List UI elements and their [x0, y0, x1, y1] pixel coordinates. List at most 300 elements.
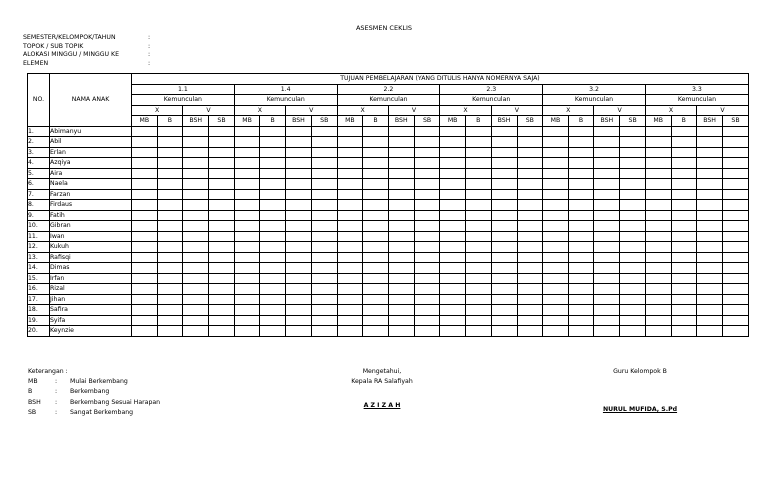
- check-cell: [594, 263, 620, 274]
- check-cell: [285, 189, 311, 200]
- check-cell: [311, 137, 337, 148]
- table-row: [28, 137, 749, 148]
- check-cell: [234, 200, 260, 211]
- legend-desc: Mulai Berkembang: [70, 378, 128, 386]
- check-cell: [388, 252, 414, 263]
- check-cell: [260, 189, 286, 200]
- check-cell: [337, 126, 363, 137]
- check-cell: [697, 158, 723, 169]
- row-number: 2.: [28, 137, 50, 148]
- checklist-table: [27, 73, 749, 337]
- check-cell: [388, 158, 414, 169]
- check-cell: [337, 326, 363, 337]
- check-cell: [363, 273, 389, 284]
- check-cell: [132, 126, 158, 137]
- check-cell: [620, 252, 646, 263]
- kemunculan-header: Kemunculan: [645, 95, 748, 106]
- x-header: X: [543, 105, 594, 116]
- check-cell: [465, 326, 491, 337]
- check-cell: [465, 168, 491, 179]
- check-cell: [337, 221, 363, 232]
- check-cell: [260, 147, 286, 158]
- objectives-header: TUJUAN PEMBELAJARAN (YANG DITULIS HANYA NOMERNYA SAJA): [132, 74, 749, 85]
- check-cell: [594, 210, 620, 221]
- check-cell: [620, 326, 646, 337]
- check-cell: [260, 168, 286, 179]
- check-cell: [363, 126, 389, 137]
- objective-header: 2.2: [337, 84, 440, 95]
- principal-title: Kepala RA Salafiyah: [351, 378, 413, 385]
- check-cell: [157, 179, 183, 190]
- check-cell: [157, 231, 183, 242]
- check-cell: [723, 231, 749, 242]
- check-cell: [388, 189, 414, 200]
- objective-header: 3.2: [543, 84, 646, 95]
- check-cell: [543, 326, 569, 337]
- check-cell: [311, 158, 337, 169]
- check-cell: [414, 137, 440, 148]
- level-header: B: [157, 116, 183, 127]
- check-cell: [132, 231, 158, 242]
- student-name: Safira: [50, 305, 132, 316]
- check-cell: [671, 221, 697, 232]
- check-cell: [440, 179, 466, 190]
- check-cell: [209, 252, 235, 263]
- legend-item: [28, 398, 160, 408]
- check-cell: [697, 137, 723, 148]
- check-cell: [157, 147, 183, 158]
- check-cell: [311, 210, 337, 221]
- check-cell: [465, 200, 491, 211]
- level-header: MB: [440, 116, 466, 127]
- level-header: SB: [209, 116, 235, 127]
- meta-label: TOPOK / SUB TOPIK: [23, 42, 84, 50]
- check-cell: [543, 126, 569, 137]
- check-cell: [414, 231, 440, 242]
- no-header: NO.: [28, 74, 50, 127]
- check-cell: [723, 284, 749, 295]
- check-cell: [285, 294, 311, 305]
- kemunculan-header: Kemunculan: [234, 95, 337, 106]
- check-cell: [234, 252, 260, 263]
- table-row: [28, 231, 749, 242]
- check-cell: [311, 179, 337, 190]
- check-cell: [311, 189, 337, 200]
- student-name: Irfan: [50, 273, 132, 284]
- check-cell: [620, 147, 646, 158]
- check-cell: [157, 200, 183, 211]
- check-cell: [723, 158, 749, 169]
- check-cell: [414, 284, 440, 295]
- student-name: Naela: [50, 179, 132, 190]
- check-cell: [209, 147, 235, 158]
- check-cell: [697, 284, 723, 295]
- check-cell: [132, 294, 158, 305]
- check-cell: [568, 137, 594, 148]
- check-cell: [620, 168, 646, 179]
- check-cell: [285, 147, 311, 158]
- level-header: SB: [517, 116, 543, 127]
- teacher-title: Guru Kelompok B: [613, 368, 667, 375]
- check-cell: [671, 158, 697, 169]
- check-cell: [337, 200, 363, 211]
- row-number: 9.: [28, 210, 50, 221]
- check-cell: [723, 263, 749, 274]
- check-cell: [234, 189, 260, 200]
- level-header: MB: [132, 116, 158, 127]
- teacher-name: NURUL MUFIDA, S.Pd: [602, 406, 678, 413]
- check-cell: [491, 305, 517, 316]
- check-cell: [311, 242, 337, 253]
- check-cell: [645, 221, 671, 232]
- check-cell: [183, 242, 209, 253]
- check-cell: [388, 326, 414, 337]
- check-cell: [645, 242, 671, 253]
- meta-row: [23, 60, 150, 69]
- check-cell: [132, 189, 158, 200]
- meta-row: [23, 34, 150, 43]
- check-cell: [337, 263, 363, 274]
- level-header: B: [671, 116, 697, 127]
- check-cell: [465, 231, 491, 242]
- check-cell: [568, 273, 594, 284]
- check-cell: [517, 221, 543, 232]
- check-cell: [183, 231, 209, 242]
- check-cell: [671, 189, 697, 200]
- check-cell: [234, 126, 260, 137]
- table-row: [28, 326, 749, 337]
- check-cell: [465, 294, 491, 305]
- check-cell: [723, 126, 749, 137]
- check-cell: [414, 315, 440, 326]
- document-title: ASESMEN CEKLIS: [355, 24, 413, 32]
- table-row: [28, 210, 749, 221]
- check-cell: [285, 210, 311, 221]
- check-cell: [491, 179, 517, 190]
- check-cell: [723, 305, 749, 316]
- check-cell: [491, 137, 517, 148]
- row-number: 19.: [28, 315, 50, 326]
- meta-label: SEMESTER/KELOMPOK/TAHUN: [23, 34, 116, 41]
- level-header: BSH: [697, 116, 723, 127]
- check-cell: [645, 315, 671, 326]
- check-cell: [594, 168, 620, 179]
- table-row: [28, 252, 749, 263]
- check-cell: [620, 284, 646, 295]
- check-cell: [363, 326, 389, 337]
- check-cell: [183, 168, 209, 179]
- check-cell: [568, 284, 594, 295]
- meta-label: ELEMEN: [23, 59, 49, 67]
- check-cell: [697, 326, 723, 337]
- check-cell: [311, 221, 337, 232]
- check-cell: [183, 221, 209, 232]
- check-cell: [209, 210, 235, 221]
- level-header: BSH: [285, 116, 311, 127]
- check-cell: [723, 200, 749, 211]
- check-cell: [285, 158, 311, 169]
- check-cell: [234, 137, 260, 148]
- level-header: SB: [311, 116, 337, 127]
- check-cell: [594, 242, 620, 253]
- check-cell: [363, 294, 389, 305]
- check-cell: [620, 200, 646, 211]
- student-name: Jihan: [50, 294, 132, 305]
- check-cell: [388, 221, 414, 232]
- legend-code: MB: [28, 378, 38, 386]
- student-name: Kukuh: [50, 242, 132, 253]
- check-cell: [157, 315, 183, 326]
- check-cell: [157, 189, 183, 200]
- principal-name: A Z I Z A H: [363, 402, 401, 409]
- level-header: B: [260, 116, 286, 127]
- check-cell: [517, 294, 543, 305]
- check-cell: [311, 326, 337, 337]
- check-cell: [671, 200, 697, 211]
- check-cell: [388, 210, 414, 221]
- check-cell: [337, 315, 363, 326]
- check-cell: [491, 263, 517, 274]
- check-cell: [697, 263, 723, 274]
- level-header: BSH: [594, 116, 620, 127]
- student-name: Azqiya: [50, 158, 132, 169]
- check-cell: [414, 252, 440, 263]
- meta-sep: :: [148, 42, 151, 50]
- table-row: [28, 221, 749, 232]
- check-cell: [543, 179, 569, 190]
- check-cell: [337, 158, 363, 169]
- check-cell: [723, 137, 749, 148]
- check-cell: [337, 273, 363, 284]
- meta-sep: :: [148, 59, 151, 67]
- check-cell: [414, 179, 440, 190]
- level-header: BSH: [491, 116, 517, 127]
- check-cell: [440, 231, 466, 242]
- check-cell: [388, 137, 414, 148]
- check-cell: [414, 210, 440, 221]
- check-cell: [645, 179, 671, 190]
- check-cell: [465, 189, 491, 200]
- row-number: 6.: [28, 179, 50, 190]
- check-cell: [543, 242, 569, 253]
- row-number: 13.: [28, 252, 50, 263]
- check-cell: [414, 242, 440, 253]
- level-header: BSH: [388, 116, 414, 127]
- check-cell: [543, 221, 569, 232]
- check-cell: [645, 231, 671, 242]
- check-cell: [363, 231, 389, 242]
- row-number: 8.: [28, 200, 50, 211]
- check-cell: [285, 137, 311, 148]
- legend-heading: Keterangan :: [28, 368, 68, 375]
- check-cell: [363, 252, 389, 263]
- check-cell: [260, 294, 286, 305]
- check-cell: [594, 147, 620, 158]
- row-number: 1.: [28, 126, 50, 137]
- check-cell: [723, 326, 749, 337]
- check-cell: [620, 294, 646, 305]
- check-cell: [388, 284, 414, 295]
- check-cell: [697, 231, 723, 242]
- check-cell: [723, 273, 749, 284]
- check-cell: [209, 168, 235, 179]
- table-row: [28, 168, 749, 179]
- legend-sep: :: [55, 378, 58, 386]
- check-cell: [543, 284, 569, 295]
- check-cell: [697, 315, 723, 326]
- student-name: Iwan: [50, 231, 132, 242]
- check-cell: [132, 252, 158, 263]
- level-header: SB: [620, 116, 646, 127]
- check-cell: [414, 126, 440, 137]
- level-header: B: [363, 116, 389, 127]
- check-cell: [594, 273, 620, 284]
- row-number: 17.: [28, 294, 50, 305]
- check-cell: [183, 200, 209, 211]
- student-name: Erlan: [50, 147, 132, 158]
- check-cell: [183, 315, 209, 326]
- student-name: Rafisqi: [50, 252, 132, 263]
- check-cell: [157, 137, 183, 148]
- check-cell: [645, 252, 671, 263]
- student-name: Aira: [50, 168, 132, 179]
- check-cell: [388, 168, 414, 179]
- table-row: [28, 294, 749, 305]
- check-cell: [337, 168, 363, 179]
- check-cell: [337, 305, 363, 316]
- check-cell: [645, 158, 671, 169]
- check-cell: [491, 168, 517, 179]
- check-cell: [517, 179, 543, 190]
- check-cell: [671, 242, 697, 253]
- check-cell: [183, 284, 209, 295]
- check-cell: [234, 210, 260, 221]
- check-cell: [440, 305, 466, 316]
- check-cell: [234, 326, 260, 337]
- check-cell: [620, 189, 646, 200]
- check-cell: [363, 158, 389, 169]
- header-fields: [23, 34, 150, 68]
- table-row: [28, 305, 749, 316]
- objective-header: 1.4: [234, 84, 337, 95]
- check-cell: [568, 126, 594, 137]
- check-cell: [723, 221, 749, 232]
- check-cell: [414, 273, 440, 284]
- check-cell: [337, 242, 363, 253]
- check-cell: [388, 147, 414, 158]
- check-cell: [183, 158, 209, 169]
- check-cell: [491, 189, 517, 200]
- v-header: V: [285, 105, 337, 116]
- check-cell: [363, 210, 389, 221]
- check-cell: [568, 252, 594, 263]
- check-cell: [517, 126, 543, 137]
- check-cell: [594, 221, 620, 232]
- check-cell: [594, 252, 620, 263]
- check-cell: [645, 189, 671, 200]
- check-cell: [337, 189, 363, 200]
- legend-desc: Berkembang: [70, 388, 110, 396]
- check-cell: [620, 231, 646, 242]
- check-cell: [697, 147, 723, 158]
- v-header: V: [697, 105, 749, 116]
- check-cell: [517, 231, 543, 242]
- check-cell: [363, 189, 389, 200]
- check-cell: [645, 147, 671, 158]
- check-cell: [285, 221, 311, 232]
- check-cell: [645, 284, 671, 295]
- check-cell: [285, 126, 311, 137]
- check-cell: [491, 221, 517, 232]
- check-cell: [671, 147, 697, 158]
- check-cell: [260, 305, 286, 316]
- check-cell: [465, 158, 491, 169]
- check-cell: [568, 305, 594, 316]
- check-cell: [491, 294, 517, 305]
- check-cell: [183, 263, 209, 274]
- level-header: MB: [234, 116, 260, 127]
- check-cell: [723, 210, 749, 221]
- check-cell: [157, 284, 183, 295]
- check-cell: [363, 315, 389, 326]
- check-cell: [440, 221, 466, 232]
- check-cell: [285, 231, 311, 242]
- x-header: X: [440, 105, 491, 116]
- check-cell: [183, 273, 209, 284]
- check-cell: [132, 158, 158, 169]
- student-name: Abimanyu: [50, 126, 132, 137]
- legend-sep: :: [55, 398, 58, 406]
- check-cell: [465, 179, 491, 190]
- check-cell: [363, 263, 389, 274]
- row-number: 7.: [28, 189, 50, 200]
- row-number: 11.: [28, 231, 50, 242]
- check-cell: [363, 168, 389, 179]
- check-cell: [132, 315, 158, 326]
- check-cell: [723, 242, 749, 253]
- check-cell: [440, 326, 466, 337]
- check-cell: [132, 305, 158, 316]
- check-cell: [337, 210, 363, 221]
- check-cell: [671, 294, 697, 305]
- check-cell: [620, 242, 646, 253]
- check-cell: [440, 273, 466, 284]
- student-name: Farzan: [50, 189, 132, 200]
- check-cell: [697, 210, 723, 221]
- check-cell: [260, 242, 286, 253]
- check-cell: [183, 326, 209, 337]
- check-cell: [209, 242, 235, 253]
- check-cell: [209, 284, 235, 295]
- check-cell: [285, 242, 311, 253]
- check-cell: [363, 284, 389, 295]
- check-cell: [543, 168, 569, 179]
- check-cell: [234, 263, 260, 274]
- check-cell: [491, 231, 517, 242]
- check-cell: [311, 263, 337, 274]
- check-cell: [388, 305, 414, 316]
- check-cell: [285, 305, 311, 316]
- check-cell: [440, 242, 466, 253]
- check-cell: [414, 221, 440, 232]
- check-cell: [234, 168, 260, 179]
- check-cell: [388, 273, 414, 284]
- check-cell: [568, 168, 594, 179]
- check-cell: [260, 252, 286, 263]
- row-number: 16.: [28, 284, 50, 295]
- check-cell: [183, 189, 209, 200]
- check-cell: [620, 273, 646, 284]
